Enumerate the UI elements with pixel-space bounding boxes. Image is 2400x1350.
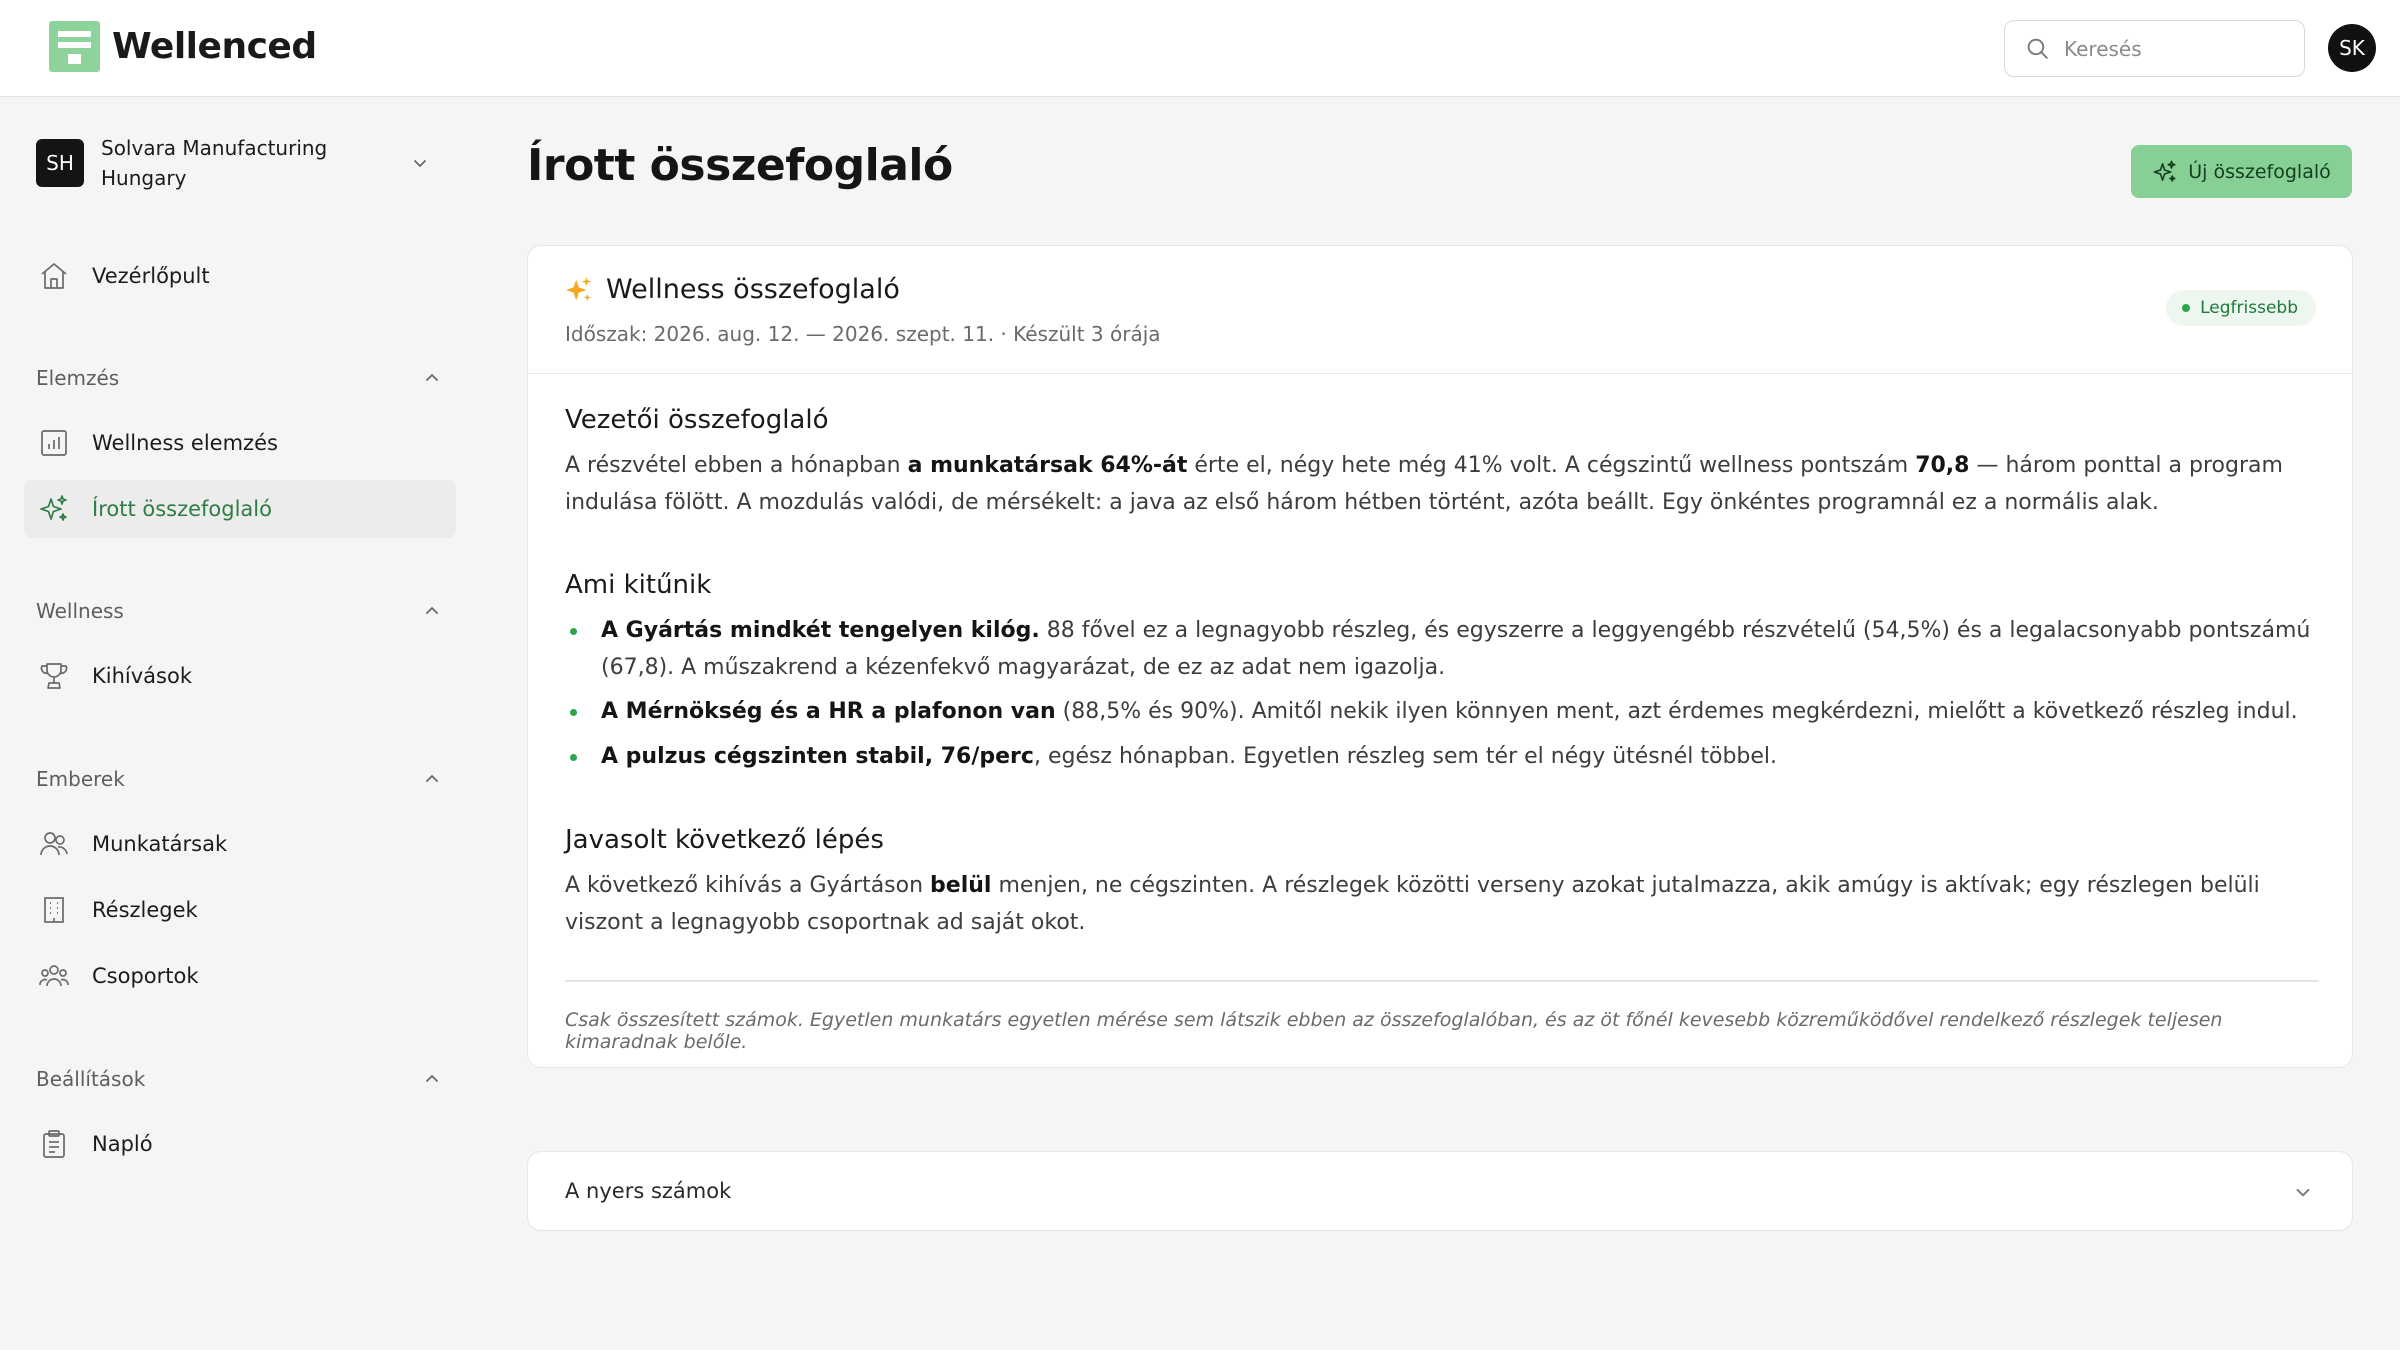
raw-numbers-label: A nyers számok [565, 1179, 732, 1203]
next-step-paragraph [565, 867, 2319, 941]
search-box[interactable] [2004, 20, 2305, 77]
text-run: 88 fővel ez a legnagyobb részleg, és egyszerre a leggyengébb részvételű (54,5%) és a legalacsonyabb pontszámú (67,8). A műszakrend a kézenfekvő magyarázat, de ez az adat nem igazolja. [601, 618, 2311, 680]
chevron-up-icon [422, 769, 442, 789]
section-label: Elemzés [36, 366, 120, 390]
brand-logo[interactable] [49, 21, 317, 72]
section-label: Beállítások [36, 1067, 146, 1091]
user-avatar[interactable]: SK [2328, 24, 2376, 72]
text-run-bold: 70,8 [1915, 453, 1970, 478]
building-icon [38, 894, 70, 926]
top-bar [0, 0, 2400, 97]
group-icon [38, 960, 70, 992]
text-run-bold: a munkatársak 64%-át [907, 453, 1188, 478]
sidebar-item-label: Napló [92, 1132, 153, 1156]
section-label: Emberek [36, 767, 125, 791]
sidebar-item-written-summary[interactable] [24, 480, 456, 538]
brand-name: Wellenced [112, 26, 317, 67]
users-icon [38, 828, 70, 860]
search-icon [2025, 36, 2050, 61]
new-summary-button[interactable] [2131, 145, 2352, 198]
sidebar-item-employees[interactable] [24, 815, 456, 873]
sidebar-item-dashboard[interactable] [24, 247, 456, 305]
sparkle-icon [2152, 159, 2178, 185]
summary-card [527, 245, 2353, 1068]
trophy-icon [38, 660, 70, 692]
summary-card-header [528, 246, 2352, 374]
text-run-bold: A Mérnökség és a HR a plafonon van [601, 699, 1056, 724]
search-input[interactable] [2064, 37, 2284, 61]
org-badge: SH [36, 139, 84, 187]
section-toggle-beallitasok[interactable] [36, 1064, 446, 1094]
raw-numbers-accordion[interactable] [527, 1151, 2353, 1231]
card-title-row [564, 274, 900, 305]
text-run: A következő kihívás a Gyártáson [565, 873, 931, 898]
sparkle-icon [564, 275, 594, 305]
sidebar-item-wellness-analysis[interactable] [24, 414, 456, 472]
sidebar-item-challenges[interactable] [24, 647, 456, 705]
sidebar-item-label: Kihívások [92, 664, 192, 688]
sidebar-item-departments[interactable] [24, 881, 456, 939]
text-run: (88,5% és 90%). Amitől nekik ilyen könnyen ment, azt érdemes megkérdezni, mielőtt a következő részleg indul. [1055, 699, 2298, 724]
text-run: érte el, négy hete még 41% volt. A cégszintű wellness pontszám [1187, 453, 1916, 478]
logo-mark-icon [49, 21, 100, 72]
section-heading-next-step: Javasolt következő lépés [565, 825, 884, 855]
section-heading-executive: Vezetői összefoglaló [565, 405, 829, 435]
text-run-bold: belül [930, 873, 992, 898]
highlight-bullet [565, 612, 2319, 686]
text-run-bold: A Gyártás mindkét tengelyen kilóg. [601, 618, 1040, 643]
highlight-bullet [565, 693, 2319, 730]
sidebar-item-label: Írott összefoglaló [92, 497, 272, 521]
sidebar-item-label: Részlegek [92, 898, 198, 922]
chevron-up-icon [422, 368, 442, 388]
section-toggle-emberek[interactable] [36, 764, 446, 794]
chevron-up-icon [422, 1069, 442, 1089]
sidebar-item-label: Wellness elemzés [92, 431, 278, 455]
sidebar-item-label: Munkatársak [92, 832, 228, 856]
page-title: Írott összefoglaló [527, 140, 953, 191]
text-run: A részvétel ebben a hónapban [565, 453, 908, 478]
sidebar-item-groups[interactable] [24, 947, 456, 1005]
card-title: Wellness összefoglaló [606, 274, 900, 305]
text-run: — három ponttal a program indulása fölött. A mozdulás valódi, de mérsékelt: a java az első három hétben történt, azóta beállt. Egy önkéntes programnál ez a normális alak. [565, 453, 2283, 515]
sparkle-icon [38, 493, 70, 525]
sidebar-item-label: Vezérlőpult [92, 264, 210, 288]
status-badge-label: Legfrissebb [2200, 298, 2298, 318]
section-heading-highlights: Ami kitűnik [565, 570, 712, 600]
text-run: , egész hónapban. Egyetlen részleg sem tér el négy ütésnél többel. [1033, 744, 1778, 769]
section-label: Wellness [36, 599, 124, 623]
sidebar [0, 98, 470, 1350]
bar-chart-icon [38, 427, 70, 459]
chevron-up-icon [422, 601, 442, 621]
new-summary-label: Új összefoglaló [2188, 160, 2331, 183]
org-name: Solvara Manufacturing Hungary [101, 136, 328, 190]
highlight-bullet [565, 738, 2319, 775]
chevron-down-icon [2292, 1181, 2314, 1203]
chevron-down-icon [410, 153, 430, 173]
card-meta: Időszak: 2026. aug. 12. — 2026. szept. 11. · Készült 3 órája [565, 322, 1161, 346]
section-toggle-elemzes[interactable] [36, 363, 446, 393]
section-toggle-wellness[interactable] [36, 596, 446, 626]
home-icon [38, 260, 70, 292]
org-switcher[interactable] [24, 123, 454, 203]
clipboard-icon [38, 1128, 70, 1160]
divider [565, 980, 2319, 982]
status-badge [2166, 290, 2316, 326]
status-dot-icon [2182, 304, 2190, 312]
privacy-footnote: Csak összesített számok. Egyetlen munkatárs egyetlen mérése sem látszik ebben az összefoglalóban, és az öt főnél kevesebb közreműködővel rendelkező részlegek teljesen kimaradnak belőle. [565, 1009, 2223, 1053]
text-run: menjen, ne cégszinten. A részlegek közötti verseny azokat jutalmazza, akik amúgy is aktívak; egy részlegen belüli viszont a legnagyobb csoportnak ad saját okot. [565, 873, 2260, 935]
text-run-bold: A pulzus cégszinten stabil, 76/perc [601, 744, 1034, 769]
sidebar-item-log[interactable] [24, 1115, 456, 1173]
sidebar-item-label: Csoportok [92, 964, 199, 988]
executive-paragraph [565, 447, 2319, 521]
